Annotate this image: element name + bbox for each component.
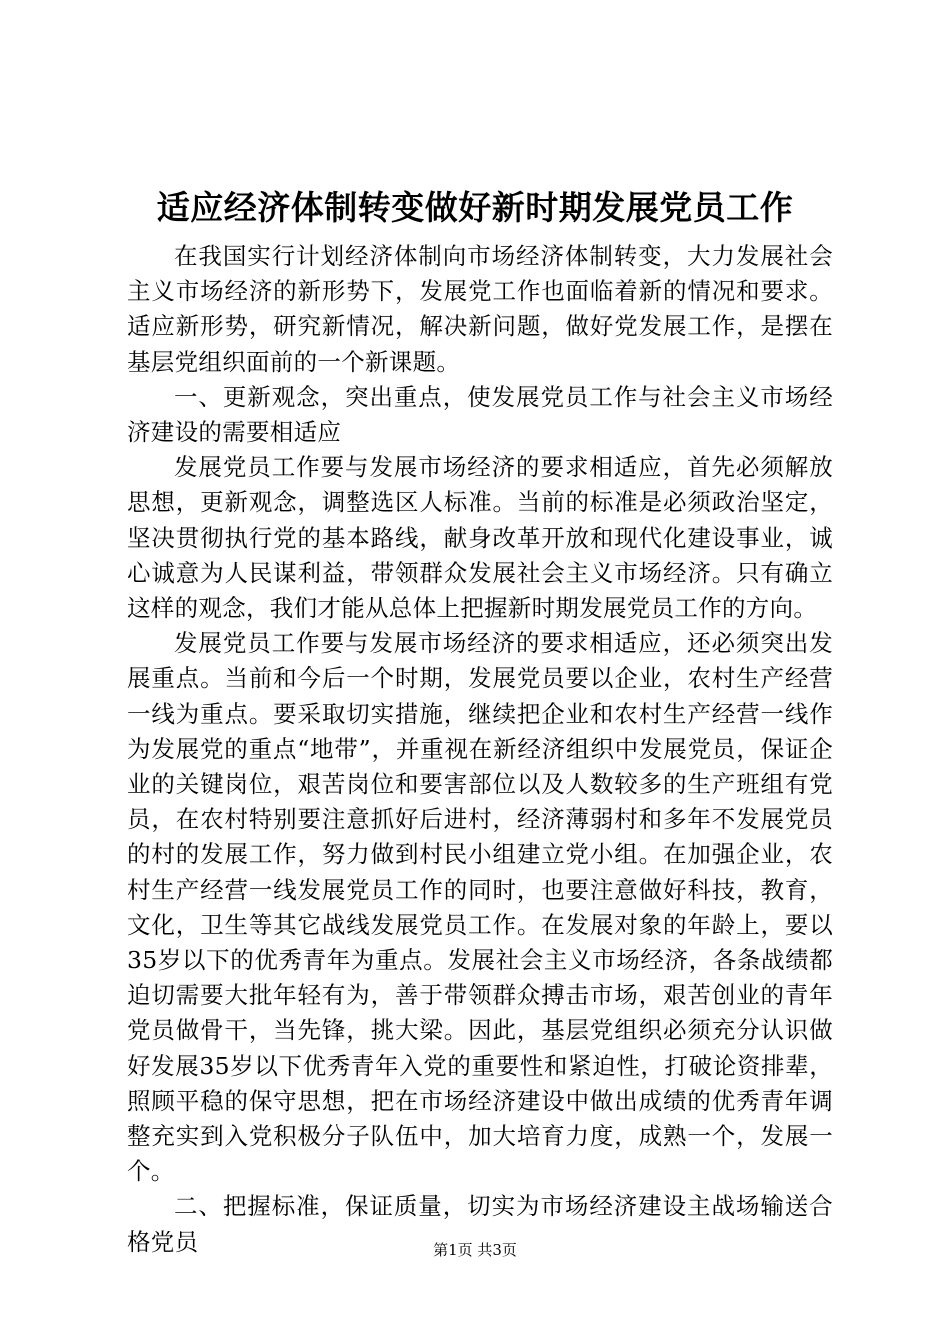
- document-title: 适应经济体制转变做好新时期发展党员工作: [156, 188, 794, 227]
- section-heading-2: 二、把握标准，保证质量，切实为市场经济建设主战场输送合格党员: [127, 1192, 833, 1256]
- body-paragraph: 发展党员工作要与发展市场经济的要求相适应，还必须突出发展重点。当前和今后一个时期，发展党员要以企业，农村生产经营一线为重点。要采取切实措施，继续把企业和农村生产经营一线作为发展党的重点“地带”，并重视在新经济组织中发展党员，保证企业的关键岗位，艰苦岗位和要害部位以及人数较多的生产班组有党员，在农村特别要注意抓好后进村，经济薄弱村和多年不发展党员的村的发展工作，努力做到村民小组建立党小组。在加强企业，农村生产经营一线发展党员工作的同时，也要注意做好科技，教育，文化，卫生等其它战线发展党员工作。在发展对象的年龄上，要以35岁以下的优秀青年为重点。发展社会主义市场经济，各条战绩都迫切需要大批年轻有为，善于带领群众搏击市场，艰苦创业的青年党员做骨干，当先锋，挑大梁。因此，基层党组织必须充分认识做好发展35岁以下优秀青年入党的重要性和紧迫性，打破论资排辈，照顾平稳的保守思想，把在市场经济建设中做出成绩的优秀青年调整充实到入党积极分子队伍中，加大培育力度，成熟一个，发展一个。: [127, 629, 833, 1186]
- page-footer: 第1页 共3页: [433, 1241, 517, 1259]
- document-body: [127, 239, 833, 1260]
- intro-paragraph: 在我国实行计划经济体制向市场经济体制转变，大力发展社会主义市场经济的新形势下，发展党工作也面临着新的情况和要求。适应新形势，研究新情况，解决新问题，做好党发展工作，是摆在基层党组织面前的一个新课题。: [127, 242, 833, 376]
- section-heading-1: 一、更新观念，突出重点，使发展党员工作与社会主义市场经济建设的需要相适应: [127, 382, 833, 447]
- body-paragraph: 发展党员工作要与发展市场经济的要求相适应，首先必须解放思想，更新观念，调整选区人标准。当前的标准是必须政治坚定，坚决贯彻执行党的基本路线，献身改革开放和现代化建设事业，诚心诚意为人民谋利益，带领群众发展社会主义市场经济。只有确立这样的观念，我们才能从总体上把握新时期发展党员工作的方向。: [127, 453, 833, 623]
